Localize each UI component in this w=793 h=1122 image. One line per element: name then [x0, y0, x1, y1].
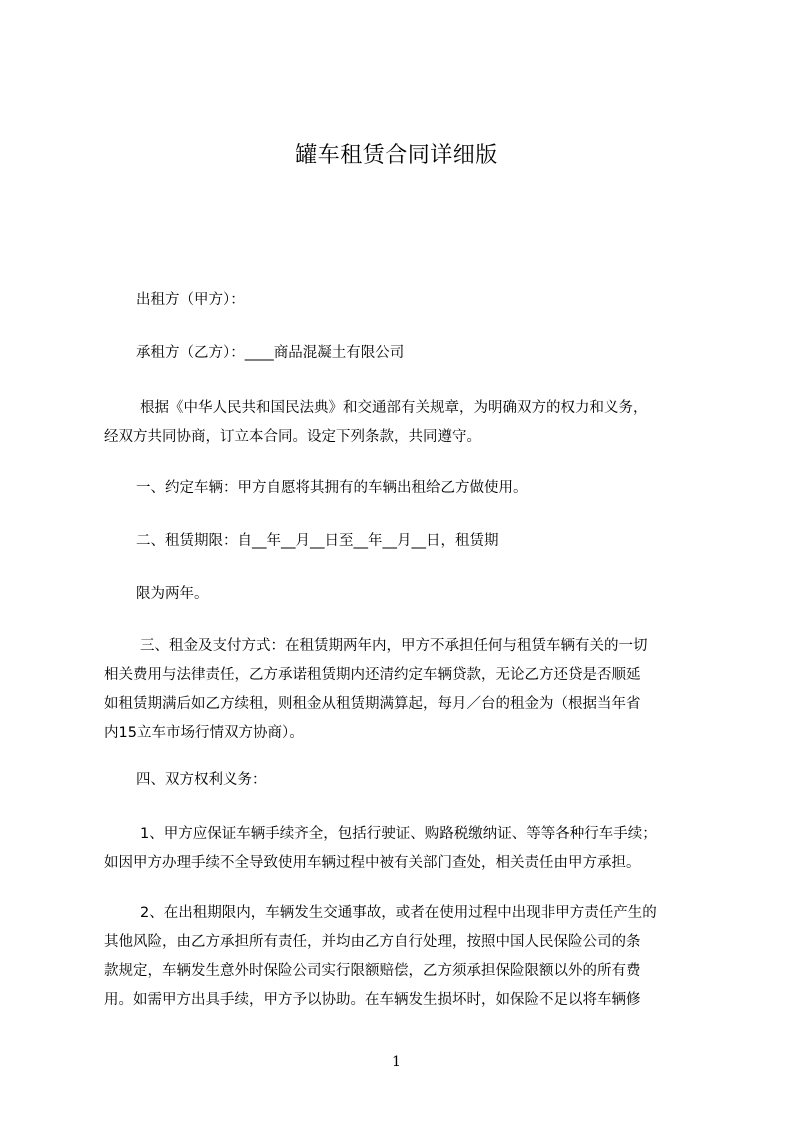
- clause-4-item-1: [104, 820, 704, 878]
- preamble-line: 经双方共同协商，订立本合同。设定下列条款，共同遵守。: [104, 429, 481, 445]
- preamble-line: 根据《中华人民共和国民法典》和交通部有关规章，为明确双方的权力和义务，: [140, 400, 648, 416]
- item-2-line: 款规定，车辆发生意外时保险公司实行限额赔偿，乙方须承担保险限额以外的所有费: [104, 963, 641, 979]
- item-2-line: 用。如需甲方出具手续，甲方予以协助。在车辆发生损坏时，如保险不足以将车辆修: [104, 992, 641, 1008]
- clause-3-line: 三、租金及支付方式：在租赁期两年内，甲方不承担任何与租赁车辆有关的一切: [140, 638, 648, 654]
- item-2-line: 2、在出租期限内，车辆发生交通事故，或者在使用过程中出现非甲方责任产生的: [140, 905, 657, 921]
- page-number: 1: [392, 1054, 401, 1070]
- clause-4-heading: [136, 766, 736, 795]
- clause-4-heading-text: 四、双方权利义务：: [136, 772, 267, 788]
- clause-1: [136, 474, 736, 503]
- clause-2-continued-text: 限为两年。: [136, 586, 209, 602]
- clause-2-continued: [136, 580, 736, 609]
- lessee-line: [136, 339, 736, 368]
- clause-1-text: 一、约定车辆：甲方自愿将其拥有的车辆出租给乙方做使用。: [136, 480, 528, 496]
- item-1-line: 如因甲方办理手续不全导致使用车辆过程中被有关部门查处，相关责任由甲方承担。: [104, 855, 641, 871]
- clause-3: [104, 632, 704, 748]
- clause-4-item-2: [104, 899, 704, 1015]
- lessor-text: 出租方（甲方）：: [136, 292, 245, 308]
- item-1-line: 1、甲方应保证车辆手续齐全，包括行驶证、购路税缴纳证、等等各种行车手续；: [140, 826, 657, 842]
- clause-3-line: 相关费用与法律责任，乙方承诺租赁期内还清约定车辆贷款，无论乙方还贷是否顺延: [104, 667, 641, 683]
- item-2-line: 其他风险，由乙方承担所有责任，并均由乙方自行处理，按照中国人民保险公司的条: [104, 934, 641, 950]
- lessor-line: [136, 286, 736, 315]
- clause-3-line: 内15立车市场行情双方协商）。: [104, 725, 304, 741]
- preamble-paragraph: [104, 394, 704, 452]
- clause-2-text: 二、租赁期限：自__年__月__日至__年__月__日，租赁期: [136, 533, 499, 549]
- lessee-text: 承租方（乙方）：____商品混凝土有限公司: [136, 345, 405, 361]
- clause-2: [136, 527, 736, 556]
- clause-3-line: 如租赁期满后如乙方续租，则租金从租赁期满算起，每月／台的租金为（根据当年省: [104, 696, 641, 712]
- document-title: 罐车租赁合同详细版: [295, 143, 498, 168]
